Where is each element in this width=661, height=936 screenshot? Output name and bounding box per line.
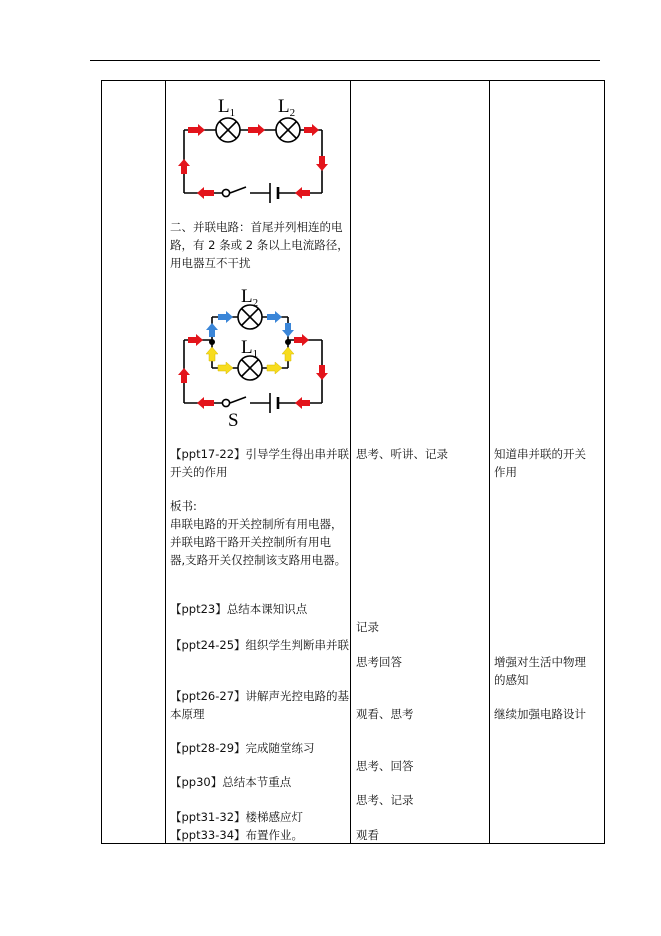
ppt30-item: 【pp30】总结本节重点 <box>170 775 292 789</box>
student-activity-watch: 观看 <box>356 828 379 842</box>
column-divider <box>165 81 166 843</box>
board-notes: 板书: 串联电路的开关控制所有用电器， 并联电路干路开关控制所有用电 器,支路开关仅控制该支路用电器。 <box>170 499 347 567</box>
lamp-l1-label: $L_1$ <box>241 337 259 360</box>
goal-know-switch: 知道串并联的开关 作用 <box>494 447 586 479</box>
ppt28-29-item: 【ppt28-29】完成随堂练习 <box>170 741 315 755</box>
student-activity-think-answer-2: 思考、回答 <box>356 759 414 773</box>
ppt26-27-item: 【ppt26-27】讲解声光控电路的基 本原理 <box>170 689 350 721</box>
lamp-l2-icon <box>276 118 300 142</box>
column-divider <box>489 81 490 843</box>
lamp-l1-icon <box>238 356 262 380</box>
lamp-l2-label: $L_2$ <box>241 286 259 309</box>
student-activity-watch-think: 观看、思考 <box>356 707 414 721</box>
student-activity-think-answer: 思考回答 <box>356 655 402 669</box>
parallel-circuit-definition: 二、并联电路：首尾并列相连的电 路，有 2 条或 2 条以上电流路径， 用电器互不干扰 <box>170 220 349 270</box>
lamp-l2-label: $L_2$ <box>278 96 296 119</box>
lamp-l1-icon <box>216 118 240 142</box>
student-activity-record: 记录 <box>356 620 379 634</box>
series-circuit-diagram <box>170 90 340 205</box>
ppt31-32-item: 【ppt31-32】楼梯感应灯 <box>170 810 304 824</box>
header-rule <box>90 60 600 61</box>
ppt33-34-item: 【ppt33-34】布置作业。 <box>170 828 304 842</box>
column-divider <box>350 81 351 843</box>
current-arrows <box>178 124 328 199</box>
goal-enhance-perception: 增强对生活中物理 的感知 <box>494 655 586 687</box>
switch-s-label: S <box>228 410 239 431</box>
ppt17-22-item: 【ppt17-22】引导学生得出串并联 开关的作用 <box>170 447 350 479</box>
board-title: 板书: <box>170 499 197 513</box>
lamp-l1-label: $L_1$ <box>218 96 236 119</box>
student-activity-think-listen: 思考、听讲、记录 <box>356 447 448 461</box>
ppt23-item: 【ppt23】总结本课知识点 <box>170 602 308 616</box>
lamp-l2-icon <box>238 305 262 329</box>
student-activity-think-record: 思考、记录 <box>356 793 414 807</box>
ppt24-25-item: 【ppt24-25】组织学生判断串并联 <box>170 638 350 652</box>
goal-continue-design: 继续加强电路设计 <box>494 707 586 721</box>
parallel-circuit-diagram <box>170 285 340 435</box>
